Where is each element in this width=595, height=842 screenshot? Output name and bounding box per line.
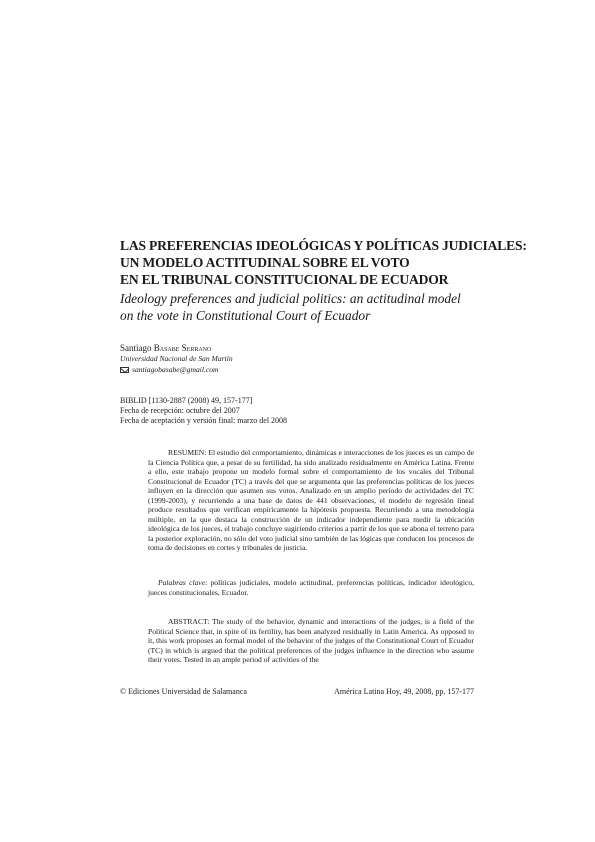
abstract-spanish [148,448,474,553]
footer-journal: América Latina Hoy, 49, 2008, pp. 157-177 [334,687,474,696]
footer-copyright: © Ediciones Universidad de Salamanca [120,687,247,696]
article-title [120,237,527,288]
subtitle-line-2: on the vote in Constitutional Court of Ecuador [120,308,371,323]
keywords-text: : políticas judiciales, modelo actitudinal, preferencias políticas, indicador ideológico, jueces constitucionales, Ecuador. [148,578,475,597]
author-email[interactable]: santiagobasabe@gmail.com [132,365,219,374]
title-line-2: UN MODELO ACTITUDINAL SOBRE EL VOTO [120,255,410,270]
subtitle-line-1: Ideology preferences and judicial politics: an actitudinal model [120,291,461,306]
author-first-name: Santiago [120,343,152,353]
keywords [148,578,474,597]
abstract-english: ABSTRACT: The study of the behavior, dynamic and interactions of the judges, is a field of the Political Science that, in spite of its fertility, has been analyzed residually in Latin America. As opposed to it, this work proposes an formal model of the behavior of the judges of the Constitutional Court of Ecuador (TC) in which is argued that the political preferences of the judges influence in the direction who assume their votes. Tested in an ample period of activities of the [148,617,474,664]
title-line-1: LAS PREFERENCIAS IDEOLÓGICAS Y POLÍTICAS JUDICIALES: [120,238,527,253]
article-subtitle [120,290,480,324]
reception-date: Fecha de recepción: octubre del 2007 [120,406,240,416]
abstract-spanish-text: RESUMEN: El estudio del comportamiento, dinámicas e interacciones de los jueces es un campo de la Ciencia Política que, a pesar de su fertilidad, ha sido analizado residualmente en América Latina. Frente a ello, este trabajo propone un modelo formal sobre el comportamiento de los vocales del Tribunal Constitucional de Ecuador (TC) a través del que se argumenta que las preferencias políticas de los jueces influyen en la dirección que asumen sus votos. Analizado en un amplio período de actividades del TC (1999-2003), y recurriendo a una base de datos de 441 observaciones, el modelo de regresión lineal produce resultados que verifican empíricamente la hipótesis propuesta. Recurriendo a una metodología múltiple, en la que destaca la construcción de un indicador independiente para medir la ubicación ideológica de los jueces, el trabajo concluye sugiriendo criterios a partir de los que se abona el terreno para la posterior exploración, no sólo del voto judicial sino también de las lógicas que conducen los procesos de toma de decisiones en cortes y tribunales de justicia. [148,448,474,552]
author-email-line [120,365,219,375]
biblid-block [120,396,287,427]
envelope-icon [120,367,129,373]
keywords-label: Palabras clave [158,578,206,587]
acceptance-date: Fecha de aceptación y versión final: marzo del 2008 [120,416,288,426]
biblid-reference: BIBLID [1130-2887 (2008) 49, 157-177] [120,396,253,405]
author-last-name: Basabe Serrano [153,343,212,353]
author-name [120,343,211,354]
title-line-3: EN EL TRIBUNAL CONSTITUCIONAL DE ECUADOR [120,272,449,287]
author-affiliation: Universidad Nacional de San Martín [120,354,233,363]
